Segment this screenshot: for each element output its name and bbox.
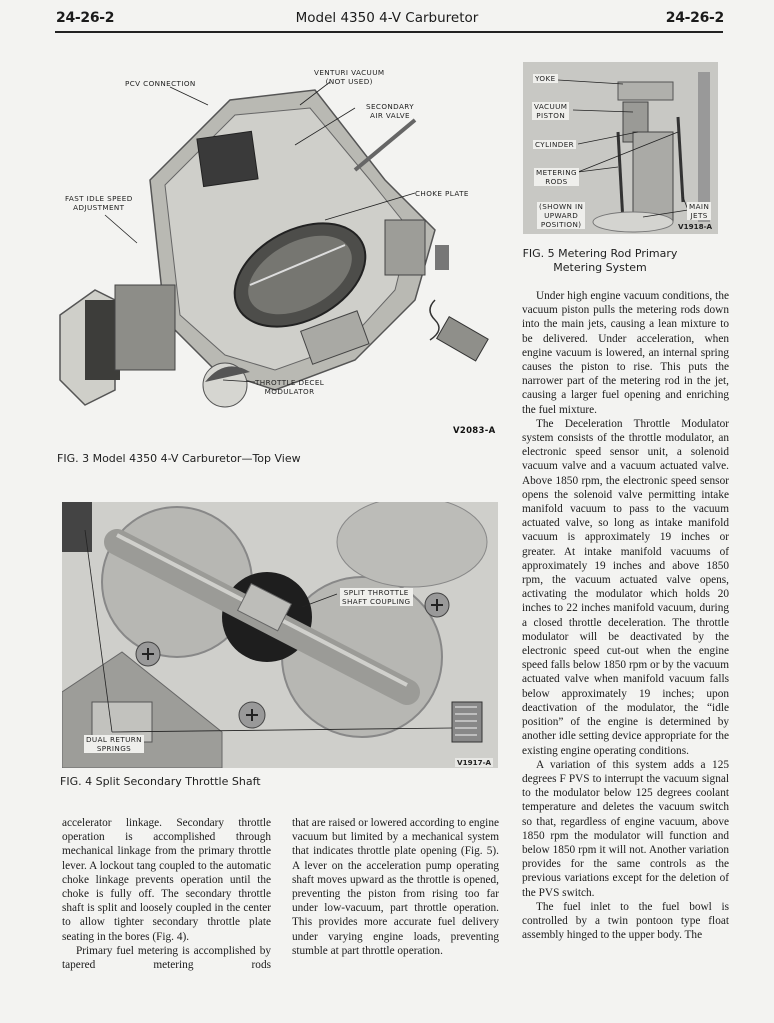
label-dual-return-springs: DUAL RETURN SPRINGS	[86, 735, 142, 753]
label-cylinder: CYLINDER	[535, 140, 575, 149]
page-number-right: 24-26-2	[665, 10, 724, 26]
figure-3	[55, 60, 505, 470]
figure-code: V2083-A	[453, 426, 496, 436]
paragraph: accelerator linkage. Secondary throttle operation is accomplished through mechanical linkage from the primary throttle lever. A lockout tang coupled to the automatic choke linkage prevents operation until the choke is fully off. The secondary throttle shaft is split and loosely coupled in the center to allow tighter secondary throttle plate seating in the bores (Fig. 4).	[62, 817, 271, 943]
label-choke-plate: CHOKE PLATE	[415, 189, 469, 198]
figure-code: V1918-A	[678, 222, 713, 231]
label-throttle-decel-modulator: THROTTLE DECEL MODULATOR	[255, 378, 325, 396]
metering-rod-photo	[523, 62, 718, 234]
figure-3-caption: FIG. 3 Model 4350 4-V Carburetor—Top View	[57, 452, 301, 465]
paragraph: A variation of this system adds a 125 degrees F PVS to interrupt the vacuum signal to the modulator below 125 degrees coolant temperature and deletes the vacuum switch so that, regardless of engine vacuum, above 1850 rpm the modulator will function and below 1850 rpm it will not. Another variation provides for the same controls as the previous variations except for the deletion of the PVS switch.	[522, 758, 729, 899]
paragraph: The fuel inlet to the fuel bowl is controlled by a twin pontoon type float assembly hinged to the upper body. The	[522, 900, 729, 942]
page-number-left: 24-26-2	[56, 10, 115, 26]
label-pcv-connection: PCV CONNECTION	[125, 79, 196, 88]
text-column-2	[292, 816, 499, 958]
label-metering-rods: METERING RODS	[536, 168, 577, 186]
figure-code: V1917-A	[457, 758, 492, 767]
label-vacuum-piston: VACUUM PISTON	[534, 102, 568, 120]
label-split-throttle-shaft-coupling: SPLIT THROTTLE SHAFT COUPLING	[342, 588, 411, 606]
label-secondary-air-valve: SECONDARY AIR VALVE	[366, 102, 415, 120]
paragraph: The Deceleration Throttle Modulator system consists of the throttle modulator, an electronic speed sensor unit, a solenoid vacuum valve and a vacuum actuated valve. Above 1850 rpm, the electronic speed sensor opens the solenoid valve permitting intake manifold vacuum to pass to the vacuum actuated valve, so long as intake manifold vacuum is approximately 19 inches or greater. At intake manifold vacuums of approximately 19 inches and above 1850 rpm, the vacuum actuated valve opens, activating the modulator which holds 20 inches to 22 inches manifold vacuum, during a closed throttle deceleration. The throttle modulator will be deactivated by the electronic speed cut-out when the engine speed falls below 1850 rpm or by the vacuum actuated valve when manifold vacuum falls below approximately 19 inches; upon deactivation of the modulator, the “idle position” of the engine is determined by another idle setting device appropriate for the existing engine operating conditions.	[522, 417, 729, 757]
text-column-3	[522, 289, 729, 942]
label-yoke: YOKE	[535, 74, 556, 83]
throttle-shaft-illustration	[62, 502, 498, 768]
label-shown-in-upward-position: (SHOWN IN UPWARD POSITION)	[539, 202, 584, 229]
carburetor-top-view-photo	[55, 60, 505, 415]
figure-4-caption: FIG. 4 Split Secondary Throttle Shaft	[60, 775, 261, 788]
text-column-1	[62, 816, 271, 972]
label-fast-idle-speed: FAST IDLE SPEED ADJUSTMENT	[65, 194, 133, 212]
figure-5-caption: FIG. 5 Metering Rod Primary Metering System	[522, 247, 678, 274]
label-main-jets: MAIN JETS	[689, 202, 710, 220]
figure-5	[523, 62, 718, 277]
figure-4	[60, 500, 500, 790]
carburetor-illustration	[55, 60, 505, 415]
paragraph: Under high engine vacuum conditions, the vacuum piston pulls the metering rods down into the main jets, causing a lean mixture to be delivered. Under acceleration, when engine vacuum is lowered, an internal spring causes the piston to rise. This puts the narrower part of the metering rod in the jet, causing a larger fuel opening and enriching the fuel mixture.	[522, 290, 729, 416]
paragraph: Primary fuel metering is accomplished by tapered metering rods	[62, 944, 271, 972]
paragraph: that are raised or lowered according to engine vacuum but limited by a mechanical system that indicates throttle plate opening (Fig. 5). A lever on the acceleration pump operating shaft moves upward as the throttle is opened, preventing the piston from rising too far under low-vacuum, part throttle operation. This provides more accurate fuel delivery under varying engine loads, preventing stumble at part throttle operation.	[292, 817, 499, 957]
page-title: Model 4350 4-V Carburetor	[295, 10, 479, 26]
header-rule	[55, 31, 723, 33]
label-venturi-vacuum: VENTURI VACUUM (NOT USED)	[314, 68, 385, 86]
split-throttle-shaft-photo	[62, 502, 498, 768]
